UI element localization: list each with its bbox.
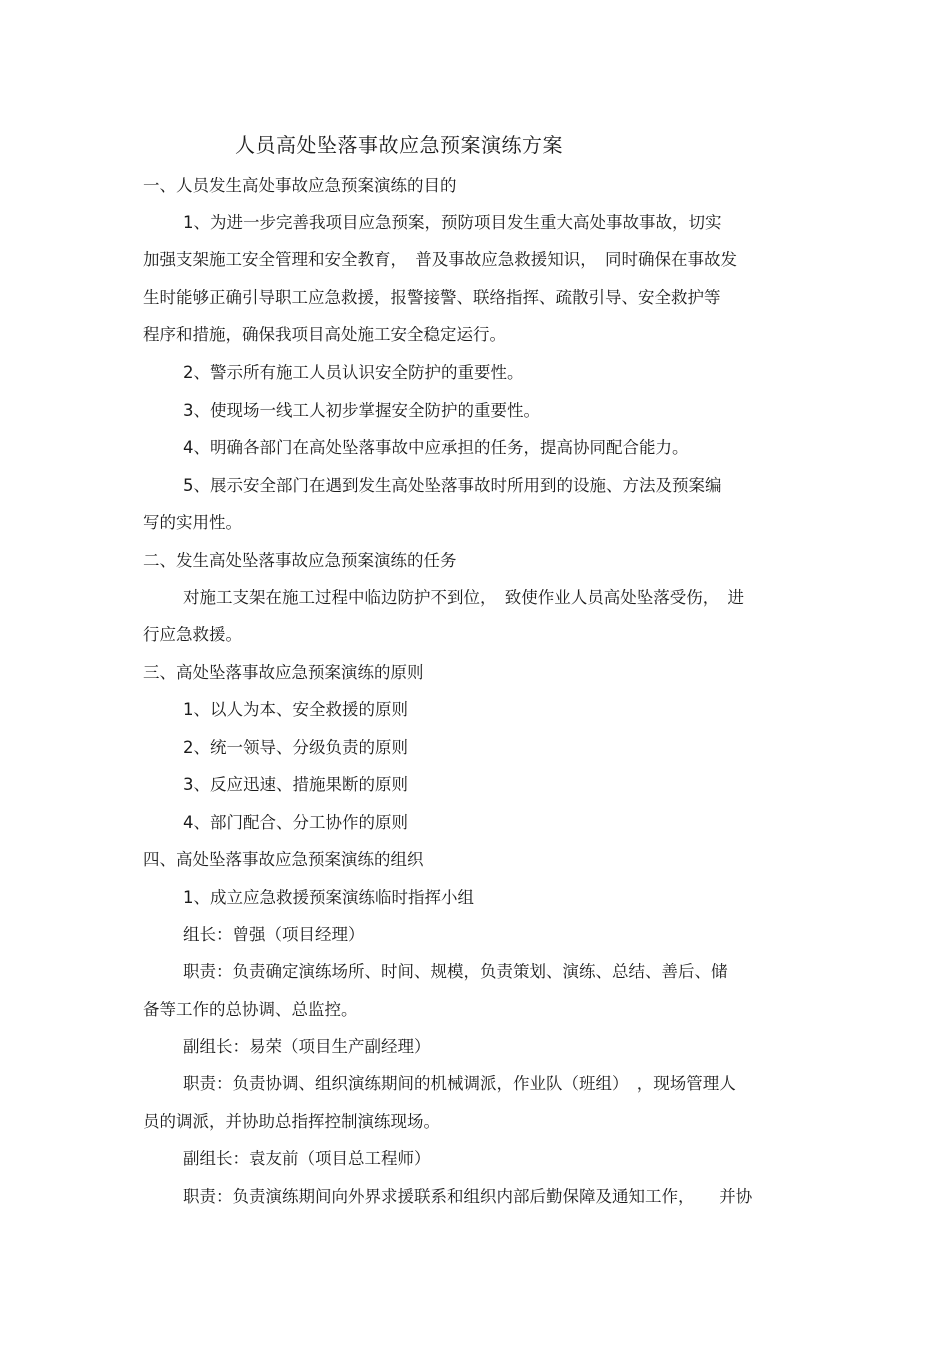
section-heading-1: 一、人员发生高处事故应急预案演练的目的 bbox=[143, 176, 457, 195]
document-title: 人员高处坠落事故应急预案演练方案 bbox=[235, 133, 563, 157]
paragraph-line: 副组长：袁友前（项目总工程师） bbox=[183, 1149, 431, 1168]
list-item: 5、展示安全部门在遇到发生高处坠落事故时所用到的设施、方法及预案编 bbox=[183, 476, 722, 495]
paragraph-line: 行应急救援。 bbox=[143, 625, 242, 644]
list-item: 4、部门配合、分工协作的原则 bbox=[183, 813, 408, 832]
list-item: 2、警示所有施工人员认识安全防护的重要性。 bbox=[183, 363, 524, 382]
paragraph-line: 程序和措施，确保我项目高处施工安全稳定运行。 bbox=[143, 325, 506, 344]
paragraph-line: 副组长：易荣（项目生产副经理） bbox=[183, 1037, 431, 1056]
paragraph-line: 组长：曾强（项目经理） bbox=[183, 925, 365, 944]
list-item: 4、明确各部门在高处坠落事故中应承担的任务，提高协同配合能力。 bbox=[183, 438, 689, 457]
section-heading-3: 三、高处坠落事故应急预案演练的原则 bbox=[143, 663, 424, 682]
paragraph-line: 加强支架施工安全管理和安全教育， 普及事故应急救援知识， 同时确保在事故发 bbox=[143, 250, 737, 269]
list-item: 1、成立应急救援预案演练临时指挥小组 bbox=[183, 888, 474, 907]
paragraph-line: 备等工作的总协调、总监控。 bbox=[143, 1000, 358, 1019]
paragraph-line: 职责：负责协调、组织演练期间的机械调派，作业队（班组） ，现场管理人 bbox=[183, 1074, 736, 1093]
list-item: 3、反应迅速、措施果断的原则 bbox=[183, 775, 408, 794]
paragraph-line: 对施工支架在施工过程中临边防护不到位， 致使作业人员高处坠落受伤， 进 bbox=[183, 588, 744, 607]
paragraph-line: 写的实用性。 bbox=[143, 513, 242, 532]
list-item: 1、以人为本、安全救援的原则 bbox=[183, 700, 408, 719]
section-heading-4: 四、高处坠落事故应急预案演练的组织 bbox=[143, 850, 424, 869]
paragraph-line: 员的调派，并协助总指挥控制演练现场。 bbox=[143, 1112, 440, 1131]
paragraph-line: 生时能够正确引导职工应急救援，报警接警、联络指挥、疏散引导、安全救护等 bbox=[143, 288, 721, 307]
list-item: 3、使现场一线工人初步掌握安全防护的重要性。 bbox=[183, 401, 540, 420]
list-item: 2、统一领导、分级负责的原则 bbox=[183, 738, 408, 757]
paragraph-line: 职责：负责演练期间向外界求援联系和组织内部后勤保障及通知工作， 并协 bbox=[183, 1187, 753, 1206]
paragraph-line: 职责：负责确定演练场所、时间、规模，负责策划、演练、总结、善后、储 bbox=[183, 962, 728, 981]
paragraph-line: 1、为进一步完善我项目应急预案，预防项目发生重大高处事故事故，切实 bbox=[183, 213, 722, 232]
section-heading-2: 二、发生高处坠落事故应急预案演练的任务 bbox=[143, 551, 457, 570]
